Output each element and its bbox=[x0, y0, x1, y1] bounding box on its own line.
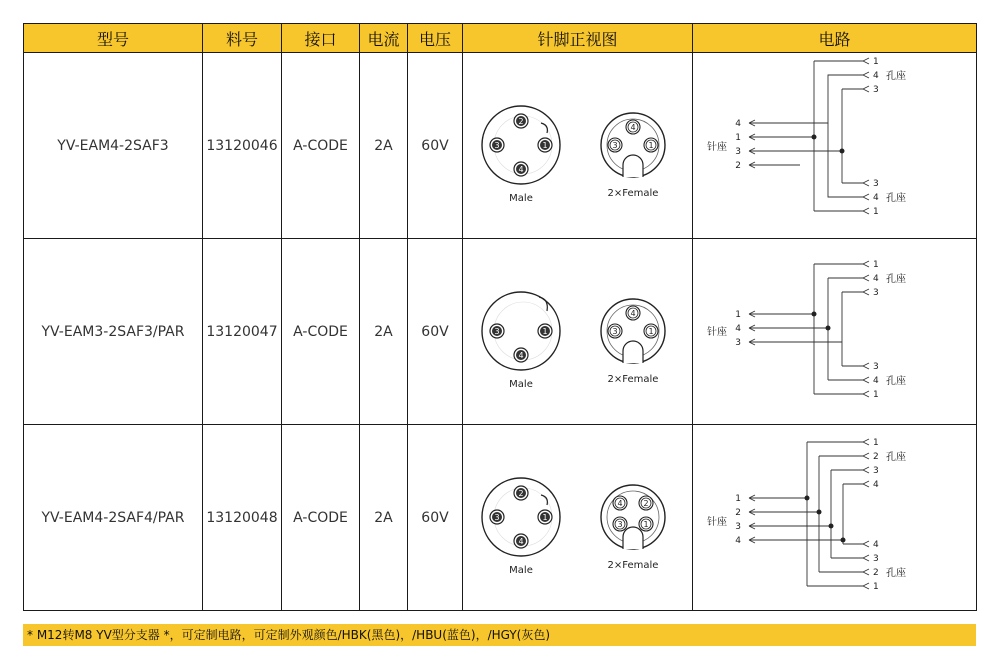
svg-text:1: 1 bbox=[735, 310, 741, 320]
svg-text:3: 3 bbox=[612, 327, 618, 336]
svg-text:3: 3 bbox=[873, 362, 879, 372]
svg-text:1: 1 bbox=[873, 57, 879, 67]
female-label: 2×Female bbox=[607, 374, 659, 385]
header-voltage: 电压 bbox=[408, 24, 463, 53]
svg-text:4: 4 bbox=[735, 324, 741, 334]
female-pin-1 bbox=[644, 324, 658, 338]
svg-text:1: 1 bbox=[735, 494, 741, 504]
male-pin-1 bbox=[538, 138, 552, 152]
model-cell: YV-EAM3-2SAF3/PAR bbox=[24, 239, 203, 425]
current-cell: 2A bbox=[360, 425, 408, 611]
svg-text:3: 3 bbox=[494, 327, 500, 336]
part-no-cell: 13120047 bbox=[203, 239, 282, 425]
male-connector bbox=[482, 106, 560, 204]
svg-text:3: 3 bbox=[494, 513, 500, 522]
svg-text:3: 3 bbox=[735, 147, 741, 157]
pin-view-cell bbox=[463, 425, 693, 611]
interface-cell: A-CODE bbox=[282, 239, 360, 425]
header-row bbox=[24, 24, 977, 53]
svg-text:1: 1 bbox=[643, 520, 649, 529]
svg-text:3: 3 bbox=[873, 179, 879, 189]
svg-text:4: 4 bbox=[873, 376, 879, 386]
svg-text:4: 4 bbox=[617, 499, 623, 508]
svg-text:4: 4 bbox=[873, 274, 879, 284]
current-cell: 2A bbox=[360, 239, 408, 425]
svg-text:3: 3 bbox=[612, 141, 618, 150]
socket-side-label-bottom: 孔座 bbox=[886, 376, 906, 387]
pin-side-label: 针座 bbox=[707, 327, 727, 338]
svg-text:3: 3 bbox=[735, 338, 741, 348]
interface-cell: A-CODE bbox=[282, 53, 360, 239]
male-pin-3 bbox=[490, 324, 504, 338]
female-pin-3 bbox=[613, 517, 627, 531]
model-cell: YV-EAM4-2SAF3 bbox=[24, 53, 203, 239]
pin-view-cell bbox=[463, 239, 693, 425]
female-pin-3 bbox=[608, 324, 622, 338]
svg-text:3: 3 bbox=[873, 466, 879, 476]
female-label: 2×Female bbox=[607, 188, 659, 199]
female-pin-3 bbox=[608, 138, 622, 152]
header-circuit: 电路 bbox=[693, 24, 977, 53]
svg-text:4: 4 bbox=[873, 193, 879, 203]
circuit-cell bbox=[693, 239, 977, 425]
svg-text:1: 1 bbox=[735, 133, 741, 143]
part-no-cell: 13120048 bbox=[203, 425, 282, 611]
svg-text:4: 4 bbox=[873, 71, 879, 81]
svg-text:3: 3 bbox=[873, 85, 879, 95]
male-connector bbox=[482, 478, 560, 576]
male-pin-1 bbox=[538, 510, 552, 524]
svg-text:3: 3 bbox=[873, 288, 879, 298]
voltage-cell: 60V bbox=[408, 239, 463, 425]
svg-text:1: 1 bbox=[542, 141, 548, 150]
pin-diagram bbox=[463, 53, 693, 238]
pin-diagram bbox=[463, 239, 693, 424]
female-connector bbox=[601, 299, 665, 385]
svg-text:4: 4 bbox=[873, 540, 879, 550]
socket-side-label-top: 孔座 bbox=[886, 274, 906, 285]
male-pin-2 bbox=[514, 486, 528, 500]
pin-view-cell bbox=[463, 53, 693, 239]
footnote: * M12转M8 YV型分支器 *，可定制电路，可定制外观颜色/HBK(黑色)，/HBU(蓝色)，/HGY(灰色) bbox=[23, 624, 976, 646]
male-pin-4 bbox=[514, 162, 528, 176]
socket-side-label-bottom: 孔座 bbox=[886, 193, 906, 204]
svg-text:3: 3 bbox=[617, 520, 623, 529]
header-model: 型号 bbox=[24, 24, 203, 53]
male-pin-1 bbox=[538, 324, 552, 338]
female-pin-1 bbox=[639, 517, 653, 531]
svg-text:4: 4 bbox=[873, 480, 879, 490]
female-pin-4 bbox=[613, 496, 627, 510]
svg-text:1: 1 bbox=[542, 513, 548, 522]
pin-side-label: 针座 bbox=[707, 142, 727, 153]
svg-text:2: 2 bbox=[735, 161, 741, 171]
svg-text:4: 4 bbox=[518, 351, 524, 360]
male-pin-2 bbox=[514, 114, 528, 128]
svg-text:1: 1 bbox=[542, 327, 548, 336]
circuit-cell bbox=[693, 425, 977, 611]
circuit-diagram bbox=[693, 239, 977, 424]
female-pin-4 bbox=[626, 306, 640, 320]
svg-text:1: 1 bbox=[873, 260, 879, 270]
svg-text:3: 3 bbox=[873, 554, 879, 564]
svg-text:1: 1 bbox=[873, 582, 879, 592]
pin-side-label: 针座 bbox=[707, 517, 727, 528]
svg-text:2: 2 bbox=[643, 499, 649, 508]
table-row bbox=[24, 53, 977, 239]
part-no-cell: 13120046 bbox=[203, 53, 282, 239]
male-label: Male bbox=[509, 193, 533, 204]
svg-text:1: 1 bbox=[873, 207, 879, 217]
male-connector bbox=[482, 292, 560, 390]
male-pin-3 bbox=[490, 138, 504, 152]
socket-side-label-bottom: 孔座 bbox=[886, 568, 906, 579]
svg-text:4: 4 bbox=[735, 119, 741, 129]
svg-text:4: 4 bbox=[630, 309, 636, 318]
svg-text:4: 4 bbox=[518, 165, 524, 174]
circuit-cell bbox=[693, 53, 977, 239]
header-interface: 接口 bbox=[282, 24, 360, 53]
female-pin-2 bbox=[639, 496, 653, 510]
interface-cell: A-CODE bbox=[282, 425, 360, 611]
svg-text:2: 2 bbox=[518, 489, 524, 498]
svg-text:4: 4 bbox=[630, 123, 636, 132]
svg-text:4: 4 bbox=[518, 537, 524, 546]
svg-text:2: 2 bbox=[873, 568, 879, 578]
female-connector bbox=[601, 485, 665, 571]
svg-text:1: 1 bbox=[873, 438, 879, 448]
svg-text:2: 2 bbox=[873, 452, 879, 462]
voltage-cell: 60V bbox=[408, 425, 463, 611]
female-pin-4 bbox=[626, 120, 640, 134]
female-connector bbox=[601, 113, 665, 199]
circuit-diagram bbox=[693, 425, 977, 610]
voltage-cell: 60V bbox=[408, 53, 463, 239]
female-pin-1 bbox=[644, 138, 658, 152]
svg-text:3: 3 bbox=[735, 522, 741, 532]
svg-text:4: 4 bbox=[735, 536, 741, 546]
header-part-no: 料号 bbox=[203, 24, 282, 53]
svg-text:2: 2 bbox=[735, 508, 741, 518]
svg-text:3: 3 bbox=[494, 141, 500, 150]
socket-side-label-top: 孔座 bbox=[886, 452, 906, 463]
female-label: 2×Female bbox=[607, 560, 659, 571]
circuit-diagram bbox=[693, 53, 977, 238]
male-pin-4 bbox=[514, 534, 528, 548]
model-cell: YV-EAM4-2SAF4/PAR bbox=[24, 425, 203, 611]
male-label: Male bbox=[509, 379, 533, 390]
header-current: 电流 bbox=[360, 24, 408, 53]
pin-diagram bbox=[463, 425, 693, 610]
svg-text:1: 1 bbox=[648, 327, 654, 336]
header-pin-view: 针脚正视图 bbox=[463, 24, 693, 53]
male-label: Male bbox=[509, 565, 533, 576]
male-pin-4 bbox=[514, 348, 528, 362]
svg-text:1: 1 bbox=[873, 390, 879, 400]
male-pin-3 bbox=[490, 510, 504, 524]
table-row bbox=[24, 425, 977, 611]
svg-text:2: 2 bbox=[518, 117, 524, 126]
svg-text:1: 1 bbox=[648, 141, 654, 150]
socket-side-label-top: 孔座 bbox=[886, 71, 906, 82]
spec-table bbox=[23, 23, 977, 611]
table-row bbox=[24, 239, 977, 425]
current-cell: 2A bbox=[360, 53, 408, 239]
